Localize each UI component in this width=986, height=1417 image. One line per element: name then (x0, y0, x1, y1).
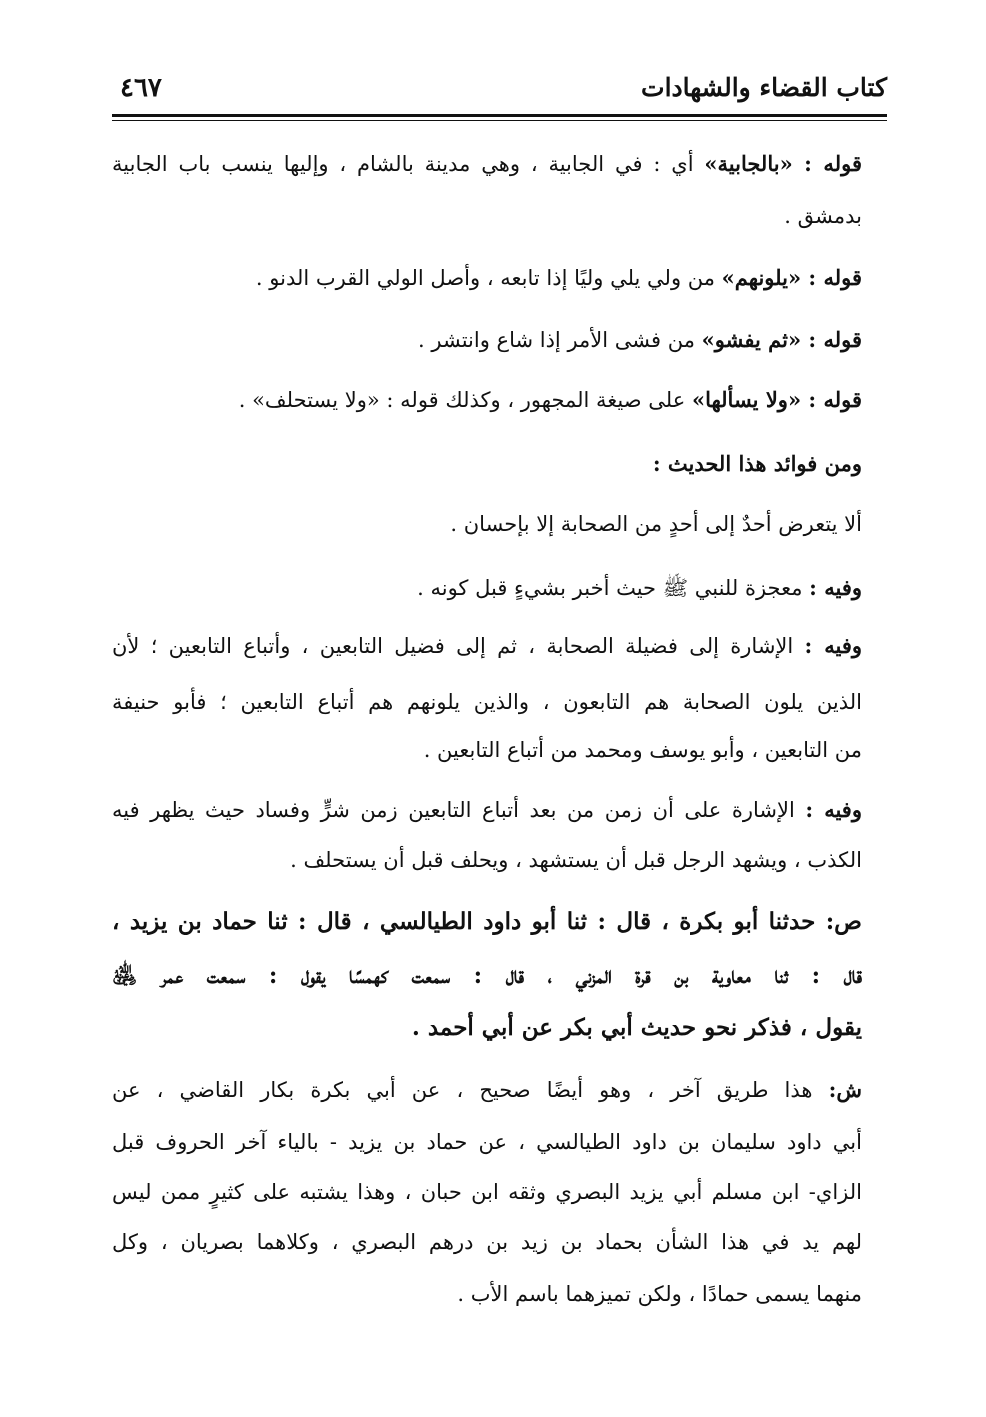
text-line: الكذب ، ويشهد الرجل قبل أن يستشهد ، ويحلف قبل أن يستحلف . (290, 848, 862, 872)
text-line: قوله : «ثم يفشو» من فشى الأمر إذا شاع وانتشر . (418, 327, 862, 352)
text-line: ش: هذا طريق آخر ، وهو أيضًا صحيح ، عن أبي بكرة بكار القاضي ، عن (112, 1077, 862, 1102)
header-rule-thin (112, 120, 887, 121)
text-line: وفيه : الإشارة إلى فضيلة الصحابة ، ثم إلى فضيل التابعين ، وأتباع التابعين ؛ لأن (112, 633, 862, 658)
page-number: ٤٦٧ (120, 73, 162, 103)
running-header (112, 68, 887, 112)
hadith-line: يقول ، فذكر نحو حديث أبي بكر عن أبي أحمد . (411, 1014, 862, 1041)
text-line: وفيه : الإشارة على أن زمن من بعد أتباع التابعين زمن شرٍّ وفساد حيث يظهر فيه (112, 797, 862, 822)
text-line: وفيه : معجزة للنبي ﷺ حيث أخبر بشيءٍ قبل كونه . (417, 575, 862, 600)
text-line: أبي داود سليمان بن داود الطيالسي ، عن حماد بن يزيد - بالياء آخر الحروف قبل (112, 1130, 862, 1154)
text-line: ألا يتعرض أحدٌ إلى أحدٍ من الصحابة إلا بإحسان . (450, 512, 862, 536)
text-line: قوله : «بالجابية» أي : في الجابية ، وهي مدينة بالشام ، وإليها ينسب باب الجابية (112, 151, 862, 176)
text-line: الذين يلون الصحابة هم التابعون ، والذين يلونهم هم أتباع التابعين ؛ فأبو حنيفة (112, 690, 862, 714)
text-line: لهم يد في هذا الشأن بحماد بن زيد بن درهم البصري ، وكلاهما بصريان ، وكل (112, 1230, 862, 1254)
text-line: من التابعين ، وأبو يوسف ومحمد من أتباع التابعين . (423, 738, 862, 762)
hadith-line: ص: حدثنا أبو بكرة ، قال : ثنا أبو داود الطيالسي ، قال : ثنا حماد بن يزيد ، (112, 908, 862, 935)
text-line: الزاي- ابن مسلم أبي يزيد البصري وثقه ابن حبان ، وهذا يشتبه على كثيرٍ ممن ليس (112, 1180, 862, 1204)
text-line: منهما يسمى حمادًا ، ولكن تميزهما باسم الأب . (457, 1282, 862, 1306)
text-line: قوله : «ولا يسألها» على صيغة المجهور ، وكذلك قوله : «ولا يستحلف» . (238, 387, 862, 412)
hadith-line: قال : ثنا معاوية بن قرة المزني ، قال : سمعت كهمسًا يقول : سمعت عمر ﵁ (112, 962, 862, 989)
chapter-title: كتاب القضاء والشهادات (641, 73, 887, 102)
section-heading: ومن فوائد هذا الحديث : (652, 451, 862, 476)
text-line: قوله : «يلونهم» من ولي يلي وليًا إذا تابعه ، وأصل الولي القرب الدنو . (255, 265, 862, 290)
text-line: بدمشق . (784, 204, 862, 228)
header-rule-thick (112, 114, 887, 117)
